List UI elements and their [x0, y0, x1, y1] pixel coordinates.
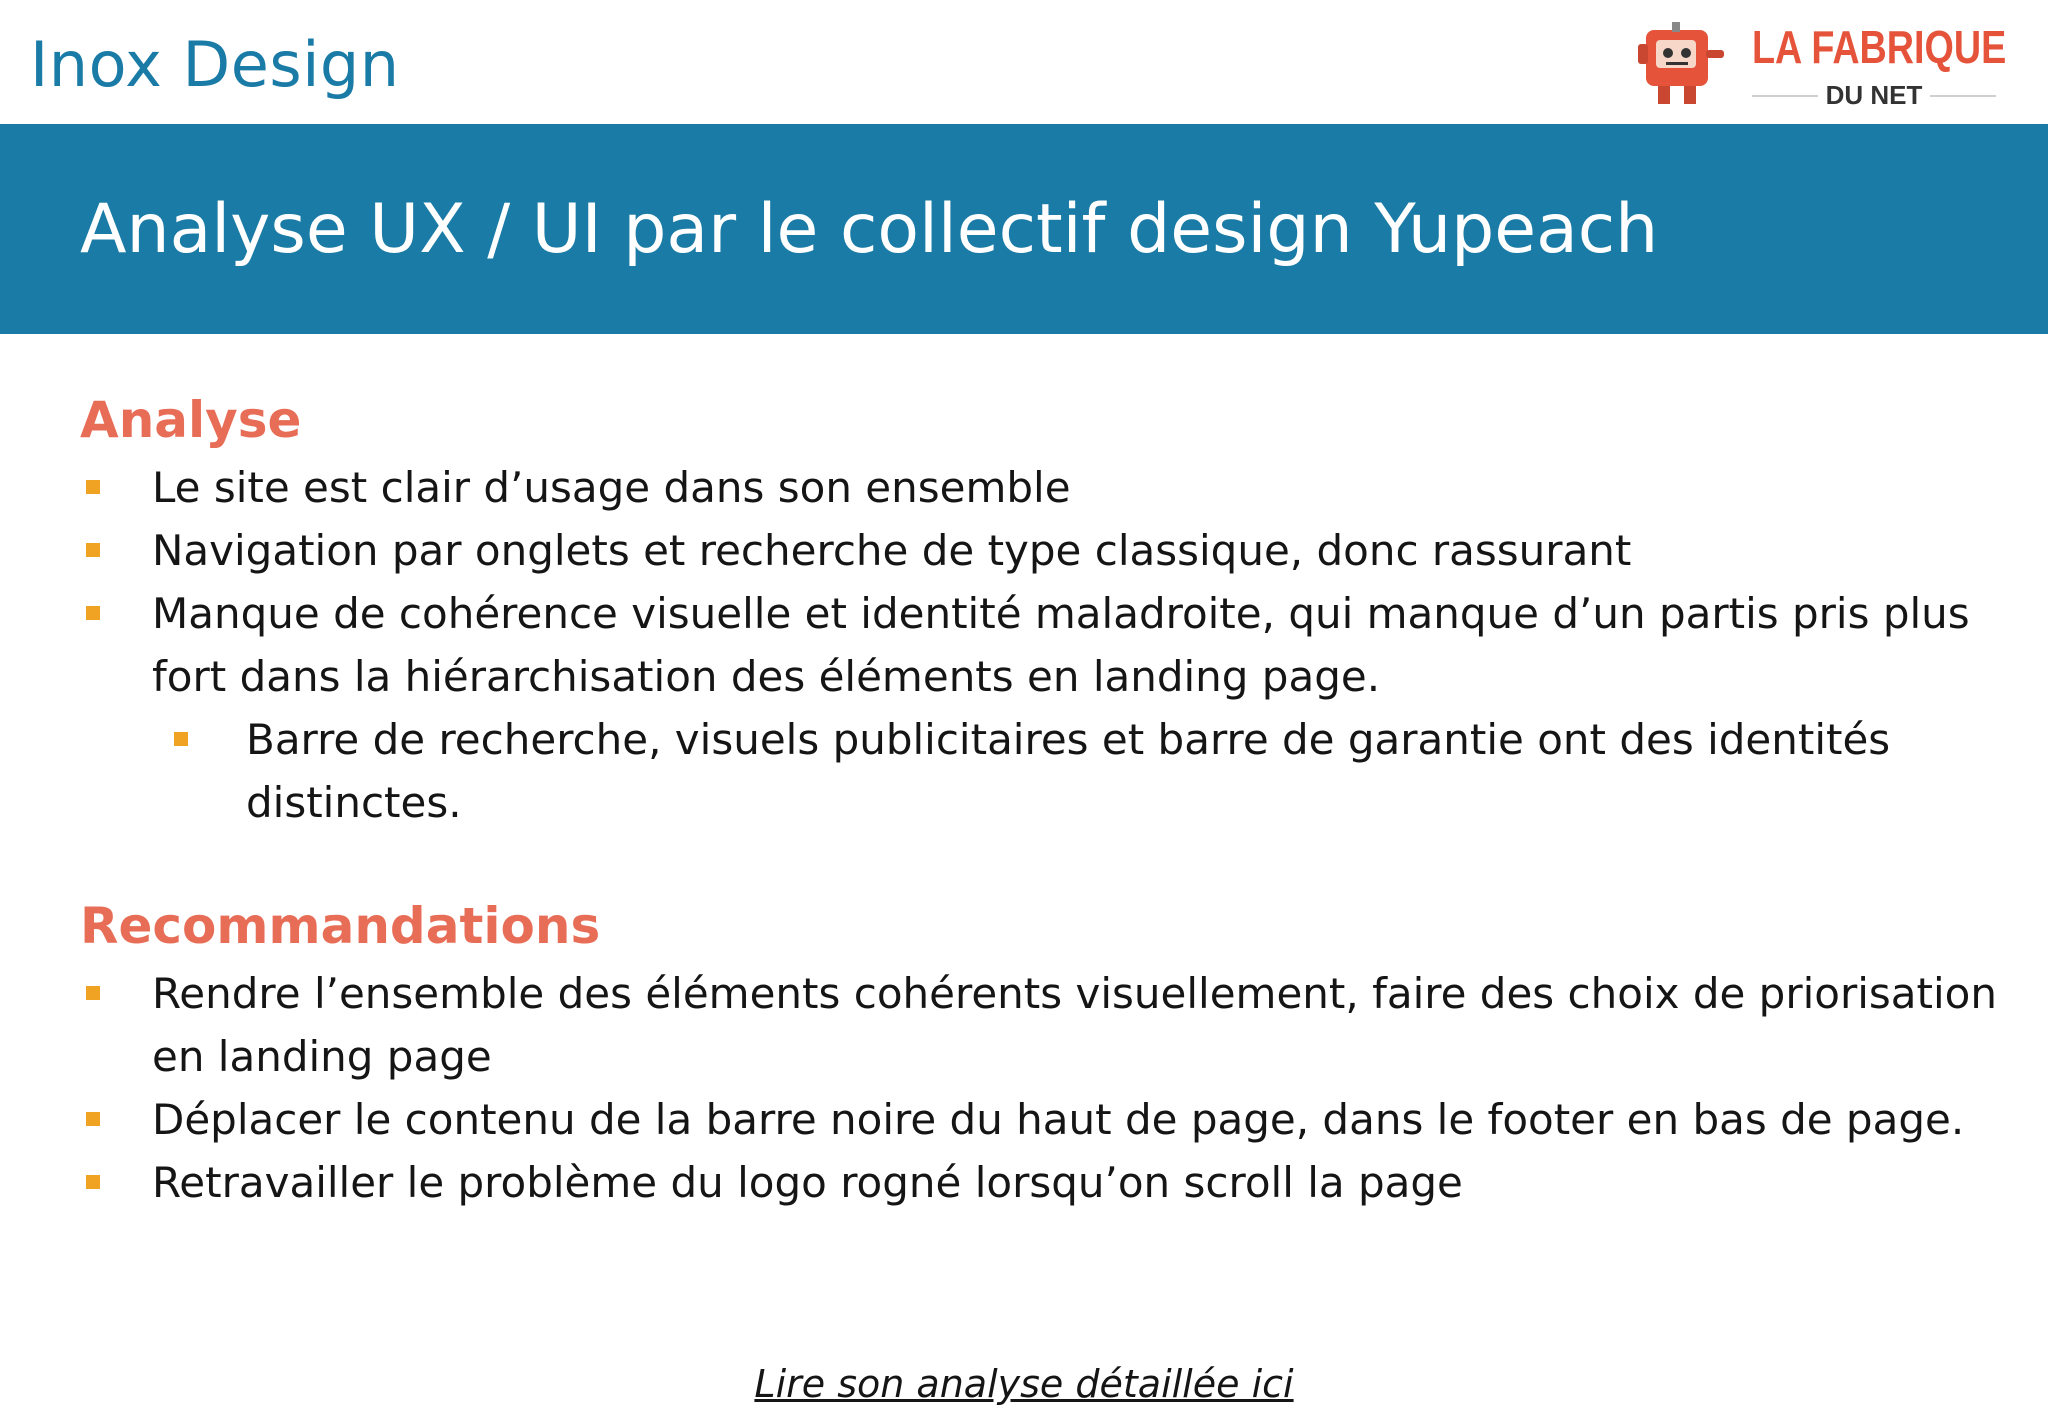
analyse-sublist	[152, 708, 2020, 834]
list-item-text: Retravailler le problème du logo rogné lorsqu’on scroll la page	[152, 1158, 1463, 1207]
recommandations-list	[80, 962, 2020, 1214]
title-banner	[0, 124, 2048, 334]
list-item	[152, 708, 2020, 834]
list-item-text: Navigation par onglets et recherche de type classique, donc rassurant	[152, 526, 1632, 575]
list-item	[80, 1088, 2020, 1151]
section-title-analyse: Analyse	[80, 391, 302, 449]
list-item-text: Manque de cohérence visuelle et identité maladroite, qui manque d’un partis pris plus fort dans la hiérarchisation des éléments en landing page.	[152, 589, 1970, 701]
bullet-square-icon	[86, 1112, 100, 1126]
list-item-text: Rendre l’ensemble des éléments cohérents visuellement, faire des choix de priorisation en landing page	[152, 969, 1997, 1081]
list-item	[80, 519, 2020, 582]
bullet-square-icon	[86, 480, 100, 494]
robot-mascot-icon	[1632, 20, 1728, 112]
bullet-square-icon	[86, 986, 100, 1000]
list-item	[80, 582, 2020, 708]
bullet-square-icon	[86, 606, 100, 620]
analyse-list	[80, 456, 2020, 708]
slide-title: Analyse UX / UI par le collectif design Yupeach	[80, 190, 1659, 269]
logo-rule-right	[1930, 95, 1996, 97]
list-item-text: Déplacer le contenu de la barre noire du haut de page, dans le footer en bas de page.	[152, 1095, 1965, 1144]
slide-content	[80, 384, 2020, 1214]
logo-title: LA FABRIQUE	[1752, 21, 2007, 73]
brand-title: Inox Design	[30, 28, 400, 101]
list-item	[80, 1151, 2020, 1214]
detailed-analysis-link[interactable]: Lire son analyse détaillée ici	[754, 1362, 1294, 1406]
logo-subtitle-row	[1752, 80, 1996, 110]
list-item	[80, 456, 2020, 519]
section-title-recommandations: Recommandations	[80, 897, 601, 955]
list-item-text: Barre de recherche, visuels publicitaires et barre de garantie ont des identités distinctes.	[246, 715, 1891, 827]
list-item-text: Le site est clair d’usage dans son ensemble	[152, 463, 1071, 512]
bullet-square-icon	[86, 1175, 100, 1189]
logo-subtitle: DU NET	[1825, 80, 1923, 110]
list-item	[80, 962, 2020, 1088]
bullet-square-icon	[174, 732, 188, 746]
bullet-square-icon	[86, 543, 100, 557]
la-fabrique-logo	[1632, 14, 2007, 114]
